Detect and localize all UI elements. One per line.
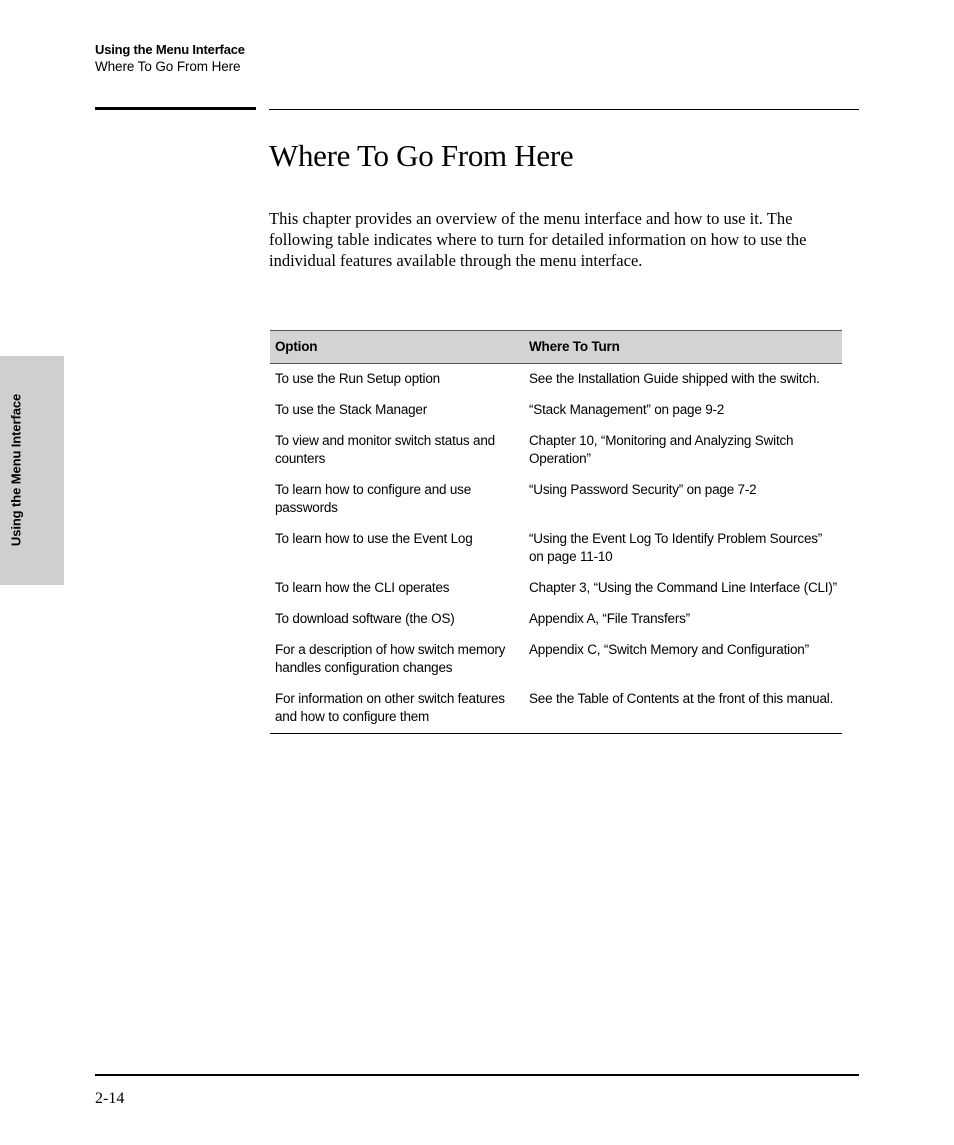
page-number: 2-14 [95, 1090, 125, 1107]
table-row [270, 635, 842, 684]
running-head-section: Where To Go From Here [95, 59, 241, 74]
where-cell: “Using Password Security” on page 7-2 [529, 482, 757, 497]
header-rule-thin [269, 109, 859, 110]
table-row [270, 573, 842, 604]
where-cell: Chapter 3, “Using the Command Line Interface (CLI)” [529, 580, 837, 595]
option-cell: For information on other switch features and how to configure them [270, 684, 524, 734]
where-cell: See the Table of Contents at the front of this manual. [524, 684, 842, 734]
header-where-to-turn: Where To Turn [524, 331, 842, 364]
option-cell: To use the Run Setup option [275, 371, 440, 386]
option-cell: To download software (the OS) [275, 611, 455, 626]
where-cell: Appendix A, “File Transfers” [529, 611, 690, 626]
option-cell: To view and monitor switch status and counters [275, 433, 495, 466]
option-cell: To learn how to use the Event Log [275, 531, 473, 546]
footer-rule [95, 1074, 859, 1076]
where-cell: “Stack Management” on page 9-2 [529, 402, 725, 417]
table-row [270, 395, 842, 426]
header-rule-thick [95, 107, 256, 110]
table-row [270, 684, 842, 734]
table-row [270, 475, 842, 524]
option-cell: To learn how to configure and use passwords [275, 482, 472, 515]
table-row [270, 364, 842, 396]
option-cell: To use the Stack Manager [275, 402, 428, 417]
page-title: Where To Go From Here [269, 138, 574, 173]
where-cell: See the Installation Guide shipped with the switch. [529, 371, 820, 386]
where-cell: Appendix C, “Switch Memory and Configuration” [529, 642, 809, 657]
table-header-row [270, 331, 842, 364]
option-cell: For a description of how switch memory handles configuration changes [275, 642, 506, 675]
header-option: Option [270, 331, 524, 364]
where-cell: Chapter 10, “Monitoring and Analyzing Switch Operation” [529, 433, 794, 466]
table-row [270, 604, 842, 635]
option-cell: To learn how the CLI operates [275, 580, 450, 595]
table-row [270, 524, 842, 573]
running-head [95, 41, 245, 75]
intro-paragraph: This chapter provides an overview of the menu interface and how to use it. The following table indicates where to turn for detailed information on how to use the individual features available through the menu interface. [269, 209, 807, 270]
where-to-turn-table [270, 330, 842, 734]
where-cell: “Using the Event Log To Identify Problem Sources” on page 11-10 [529, 531, 823, 564]
table-row [270, 426, 842, 475]
running-head-chapter: Using the Menu Interface [95, 42, 245, 57]
chapter-side-tab-label: Using the Menu Interface [8, 393, 24, 547]
